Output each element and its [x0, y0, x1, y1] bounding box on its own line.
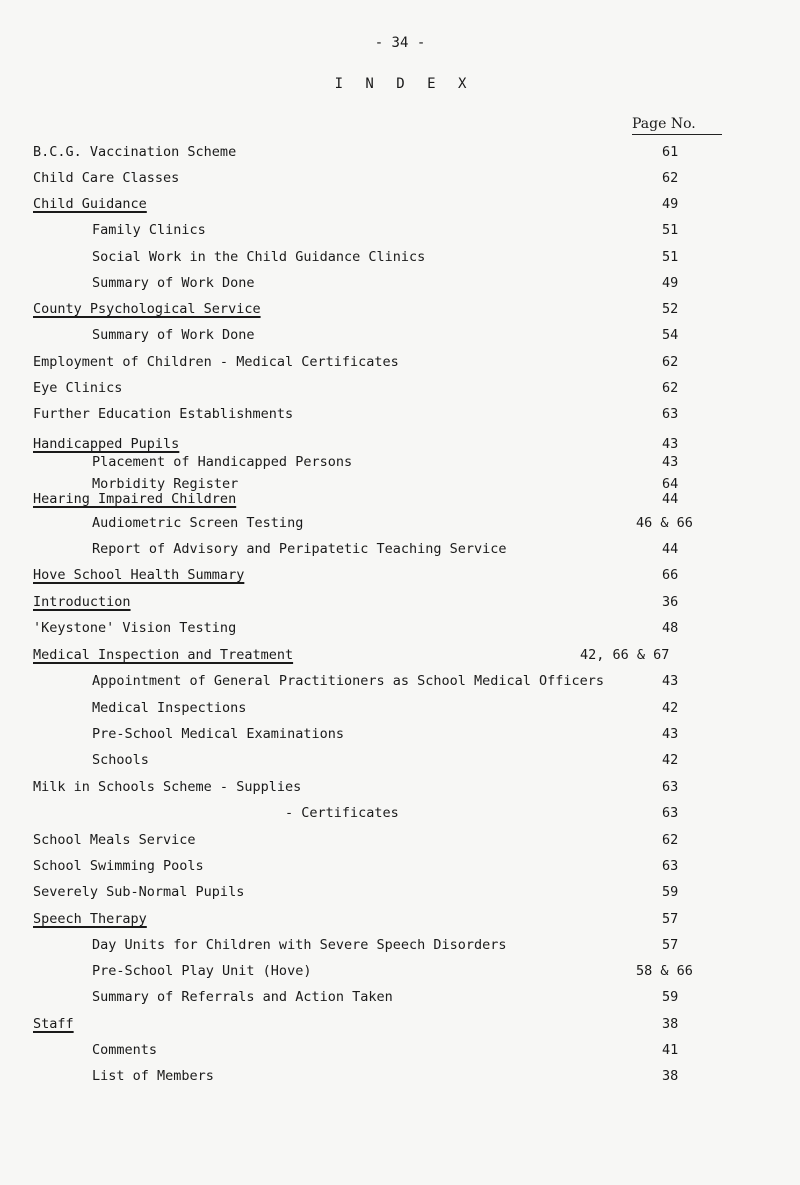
entry-label: Morbidity Register: [92, 476, 239, 492]
entry-label: Staff: [33, 1016, 74, 1032]
entry-label: Employment of Children - Medical Certificates: [33, 354, 399, 370]
index-entry: [0, 1068, 800, 1090]
entry-label: Appointment of General Practitioners as School Medical Officers: [92, 673, 605, 689]
entry-page-number: 44: [662, 541, 679, 557]
entry-label: School Meals Service: [33, 832, 196, 848]
entry-page-number: 36: [662, 594, 679, 610]
index-entry: [0, 454, 800, 476]
entry-page-number: 42: [662, 700, 679, 716]
entry-page-number: 58 & 66: [636, 963, 693, 979]
entry-label: Pre-School Play Unit (Hove): [92, 963, 312, 979]
index-entry: [0, 301, 800, 323]
entry-label: Medical Inspections: [92, 700, 247, 716]
index-entry: [0, 989, 800, 1011]
entry-page-number: 59: [662, 884, 679, 900]
entry-label: Further Education Establishments: [33, 406, 294, 422]
entry-label: Handicapped Pupils: [33, 436, 180, 452]
entry-label: Summary of Work Done: [92, 275, 255, 291]
index-entry: [0, 222, 800, 244]
entry-page-number: 57: [662, 937, 679, 953]
index-entry: [0, 884, 800, 906]
entry-page-number: 44: [662, 491, 679, 507]
entry-page-number: 63: [662, 858, 679, 874]
entry-label: Audiometric Screen Testing: [92, 515, 304, 531]
index-entry: [0, 963, 800, 985]
entry-page-number: 42: [662, 752, 679, 768]
entry-label: Hove School Health Summary: [33, 567, 245, 583]
entry-label: Family Clinics: [92, 222, 206, 238]
index-entry: [0, 380, 800, 402]
entry-page-number: 43: [662, 454, 679, 470]
entry-page-number: 61: [662, 144, 679, 160]
entry-page-number: 48: [662, 620, 679, 636]
index-entry: [0, 911, 800, 933]
entry-page-number: 54: [662, 327, 679, 343]
entry-label: Eye Clinics: [33, 380, 123, 396]
index-entry: [0, 620, 800, 642]
index-entry: [0, 937, 800, 959]
entry-label: Pre-School Medical Examinations: [92, 726, 344, 742]
entry-label: Medical Inspection and Treatment: [33, 647, 294, 663]
entry-page-number: 63: [662, 805, 679, 821]
entry-label: B.C.G. Vaccination Scheme: [33, 144, 237, 160]
index-entry: [0, 673, 800, 695]
entry-label: Introduction: [33, 594, 131, 610]
entry-page-number: 42, 66 & 67: [580, 647, 670, 663]
index-entry: [0, 406, 800, 428]
entry-label: Summary of Referrals and Action Taken: [92, 989, 393, 1005]
index-entry: [0, 1016, 800, 1038]
entry-page-number: 62: [662, 170, 679, 186]
index-entry: [0, 726, 800, 748]
entry-page-number: 59: [662, 989, 679, 1005]
entry-page-number: 51: [662, 249, 679, 265]
page-title: I N D E X: [334, 76, 474, 92]
entry-page-number: 62: [662, 832, 679, 848]
index-entry: [0, 567, 800, 589]
entry-label: Day Units for Children with Severe Speech Disorders: [92, 937, 507, 953]
index-entry: [0, 327, 800, 349]
index-entry: [0, 170, 800, 192]
entry-page-number: 62: [662, 354, 679, 370]
entry-page-number: 38: [662, 1068, 679, 1084]
entry-page-number: 49: [662, 275, 679, 291]
index-entry: [0, 354, 800, 376]
index-entry: [0, 196, 800, 218]
index-entry: [0, 515, 800, 537]
index-entry: [0, 594, 800, 616]
entry-label: Hearing Impaired Children: [33, 491, 237, 507]
entry-label: Placement of Handicapped Persons: [92, 454, 353, 470]
page-number: - 34 -: [374, 35, 426, 51]
entry-label: Speech Therapy: [33, 911, 147, 927]
entry-page-number: 43: [662, 673, 679, 689]
entry-page-number: 62: [662, 380, 679, 396]
entry-label: Summary of Work Done: [92, 327, 255, 343]
index-entry: [0, 647, 800, 669]
index-entry: [0, 805, 800, 827]
entry-label: 'Keystone' Vision Testing: [33, 620, 237, 636]
index-entry: [0, 832, 800, 854]
index-entry: [0, 491, 800, 513]
entry-label: Comments: [92, 1042, 158, 1058]
index-entry: [0, 779, 800, 801]
entry-page-number: 57: [662, 911, 679, 927]
entry-label: Social Work in the Child Guidance Clinics: [92, 249, 426, 265]
entry-label: List of Members: [92, 1068, 214, 1084]
entry-page-number: 49: [662, 196, 679, 212]
entry-label: - Certificates: [285, 805, 399, 821]
entry-label: County Psychological Service: [33, 301, 261, 317]
index-entry: [0, 275, 800, 297]
entry-page-number: 63: [662, 406, 679, 422]
entry-label: Milk in Schools Scheme - Supplies: [33, 779, 302, 795]
entry-label: Severely Sub-Normal Pupils: [33, 884, 245, 900]
entry-page-number: 63: [662, 779, 679, 795]
index-entry: [0, 1042, 800, 1064]
entry-label: Child Guidance: [33, 196, 147, 212]
entry-page-number: 64: [662, 476, 679, 492]
entry-page-number: 41: [662, 1042, 679, 1058]
index-entry: [0, 249, 800, 271]
entry-label: Report of Advisory and Peripatetic Teaching Service: [92, 541, 507, 557]
entry-page-number: 46 & 66: [636, 515, 693, 531]
entry-label: Child Care Classes: [33, 170, 180, 186]
entry-page-number: 51: [662, 222, 679, 238]
entry-page-number: 38: [662, 1016, 679, 1032]
index-entry: [0, 144, 800, 166]
entry-label: School Swimming Pools: [33, 858, 204, 874]
entry-page-number: 66: [662, 567, 679, 583]
index-entry: [0, 858, 800, 880]
entry-page-number: 43: [662, 436, 679, 452]
index-entry: [0, 700, 800, 722]
entry-page-number: 52: [662, 301, 679, 317]
index-entry: [0, 541, 800, 563]
entry-label: Schools: [92, 752, 149, 768]
page-no-column-header: Page No.: [632, 116, 722, 135]
entry-page-number: 43: [662, 726, 679, 742]
index-entry: [0, 752, 800, 774]
